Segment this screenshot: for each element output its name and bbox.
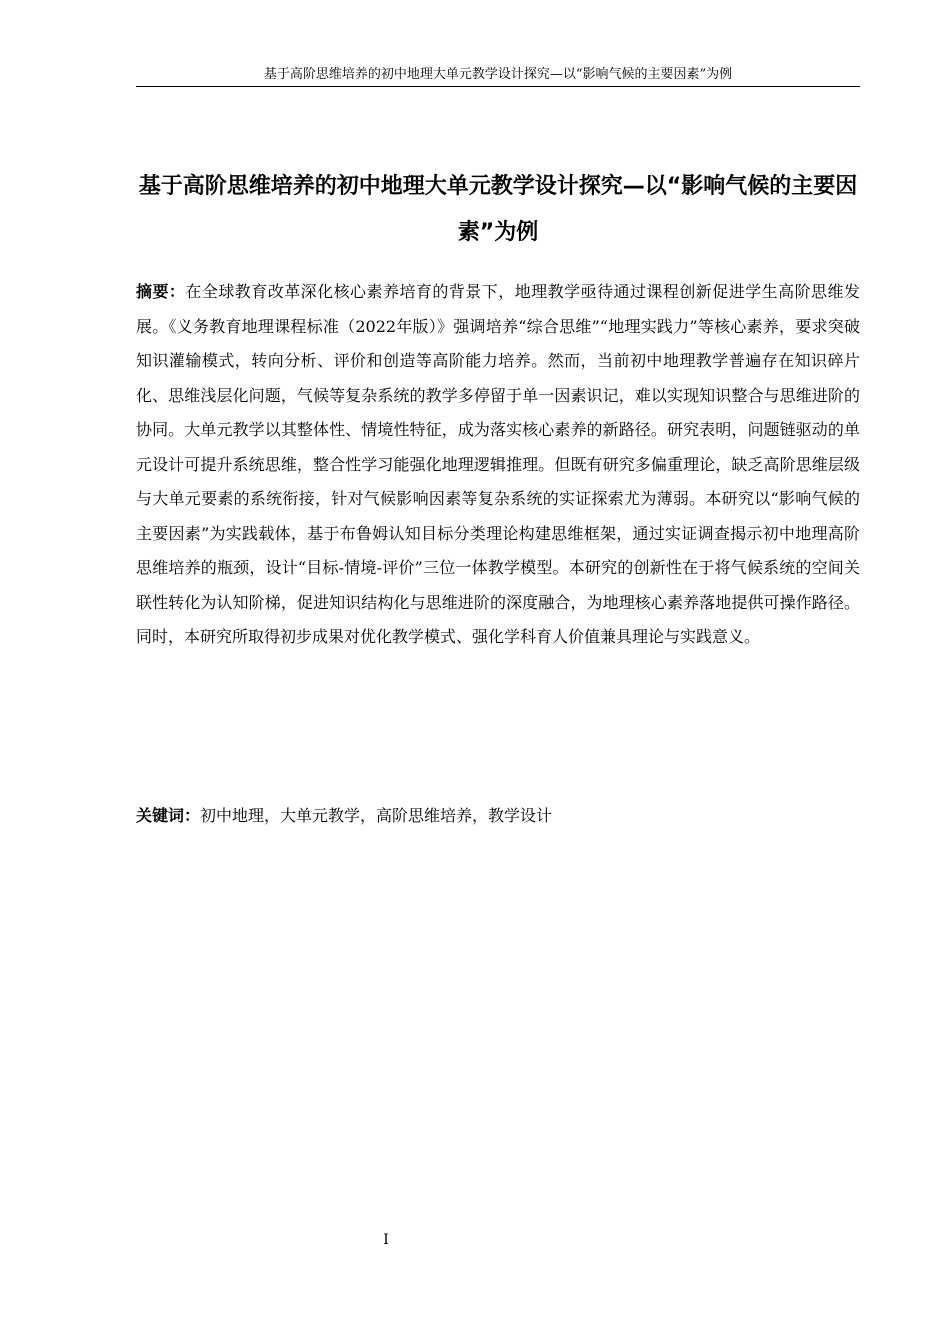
abstract-label: 摘要：: [136, 282, 186, 301]
paper-title: 基于高阶思维培养的初中地理大单元教学设计探究—以“影响气候的主要因素”为例: [138, 174, 858, 245]
abstract-text: 在全球教育改革深化核心素养培育的背景下，地理教学亟待通过课程创新促进学生高阶思维发展。《义务教育地理课程标准（2022年版）》强调培养“综合思维”“地理实践力”等核心素养，要求突破知识灌输模式，转向分析、评价和创造等高阶能力培养。然而，当前初中地理教学普遍存在知识碎片化、思维浅层化问题，气候等复杂系统的教学多停留于单一因素识记，难以实现知识整合与思维进阶的协同。大单元教学以其整体性、情境性特征，成为落实核心素养的新路径。研究表明，问题链驱动的单元设计可提升系统思维，整合性学习能强化地理逻辑推理。但既有研究多偏重理论，缺乏高阶思维层级与大单元要素的系统衔接，针对气候影响因素等复杂系统的实证探索尤为薄弱。本研究以“影响气候的主要因素”为实践载体，基于布鲁姆认知目标分类理论构建思维框架，通过实证调查揭示初中地理高阶思维培养的瓶颈，设计“目标-情境-评价”三位一体教学模型。本研究的创新性在于将气候系统的空间关联性转化为认知阶梯，促进知识结构化与思维进阶的深度融合，为地理核心素养落地提供可操作路径。同时，本研究所取得初步成果对优化教学模式、强化学科育人价值兼具理论与实践意义。: [136, 282, 860, 646]
keywords: [136, 800, 860, 832]
keywords-label: 关键词：: [136, 806, 201, 825]
keywords-text: 初中地理，大单元教学，高阶思维培养，教学设计: [200, 806, 553, 825]
header-rule: [136, 86, 860, 87]
page-number: I: [383, 1232, 389, 1248]
running-header: 基于高阶思维培养的初中地理大单元教学设计探究—以“影响气候的主要因素”为例: [263, 67, 733, 82]
abstract: [136, 275, 860, 655]
